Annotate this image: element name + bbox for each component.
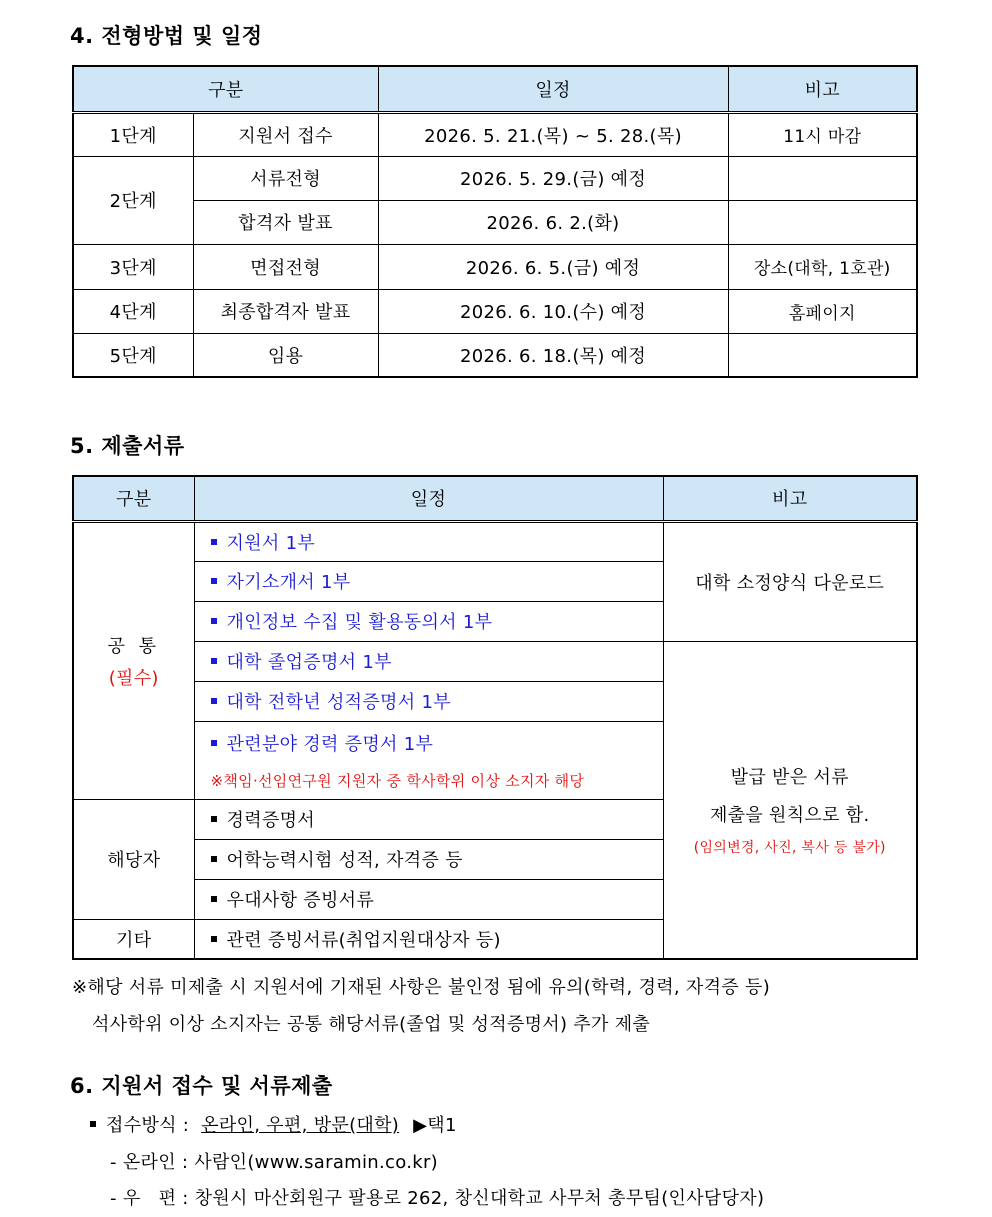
method-value: 온라인, 우편, 방문(대학) bbox=[201, 1115, 400, 1136]
section5-title: 5. 제출서류 bbox=[70, 434, 185, 458]
date-cell: 2026. 6. 5.(금) 예정 bbox=[378, 244, 728, 289]
document-item bbox=[194, 839, 663, 879]
item-text: 개인정보 수집 및 활용동의서 1부 bbox=[226, 612, 493, 633]
step-cell: 지원서 접수 bbox=[193, 112, 378, 156]
item-text: 관련분야 경력 증명서 1부 bbox=[226, 733, 434, 755]
schedule-row bbox=[73, 200, 917, 244]
date-cell: 2026. 6. 10.(수) 예정 bbox=[378, 289, 728, 333]
bullet-icon bbox=[211, 896, 217, 902]
section4-title: 4. 전형방법 및 일정 bbox=[70, 24, 263, 48]
bullet-icon bbox=[211, 618, 217, 624]
stage-cell: 3단계 bbox=[73, 244, 193, 289]
schedule-table bbox=[72, 65, 918, 378]
item-subnote: ※책임·선임연구원 지원자 중 학사학위 이상 소지자 해당 bbox=[210, 771, 585, 790]
category-applicable: 해당자 bbox=[73, 799, 194, 919]
section6-title: 6. 지원서 접수 및 서류제출 bbox=[70, 1074, 333, 1098]
item-text: 경력증명서 bbox=[226, 810, 315, 831]
note-download: 대학 소정양식 다운로드 bbox=[663, 521, 917, 641]
bullet-icon bbox=[211, 816, 217, 822]
item-text: 자기소개서 1부 bbox=[226, 572, 351, 593]
bullet-icon bbox=[211, 658, 217, 664]
documents-header-category: 구분 bbox=[73, 476, 194, 521]
document-item bbox=[194, 561, 663, 601]
document-item bbox=[194, 919, 663, 959]
bullet-icon bbox=[211, 578, 217, 584]
stage-cell: 1단계 bbox=[73, 112, 193, 156]
date-cell: 2026. 5. 29.(금) 예정 bbox=[378, 156, 728, 200]
footnote-line2: 석사학위 이상 소지자는 공통 해당서류(졸업 및 성적증명서) 추가 제출 bbox=[92, 1014, 651, 1035]
document-item bbox=[194, 879, 663, 919]
note-cell: 홈페이지 bbox=[728, 289, 917, 333]
step-cell: 임용 bbox=[193, 333, 378, 377]
schedule-header-row bbox=[73, 66, 917, 112]
stage-cell: 4단계 bbox=[73, 289, 193, 333]
documents-table bbox=[72, 475, 918, 960]
date-cell: 2026. 6. 18.(목) 예정 bbox=[378, 333, 728, 377]
document-item bbox=[194, 681, 663, 721]
method-select: ▶택1 bbox=[413, 1115, 457, 1136]
category-common bbox=[73, 521, 194, 799]
item-text: 대학 전학년 성적증명서 1부 bbox=[226, 692, 451, 713]
schedule-row bbox=[73, 244, 917, 289]
note-cell: 장소(대학, 1호관) bbox=[728, 244, 917, 289]
method-label: 접수방식 : bbox=[106, 1115, 190, 1136]
schedule-row bbox=[73, 156, 917, 200]
documents-header-row bbox=[73, 476, 917, 521]
schedule-header-note: 비고 bbox=[728, 66, 917, 112]
item-text: 어학능력시험 성적, 자격증 등 bbox=[226, 850, 463, 871]
date-cell: 2026. 6. 2.(화) bbox=[378, 200, 728, 244]
bullet-icon bbox=[211, 539, 217, 545]
schedule-header-date: 일정 bbox=[378, 66, 728, 112]
documents-header-items: 일정 bbox=[194, 476, 663, 521]
note-original-line3: (임의변경, 사진, 복사 등 불가) bbox=[693, 839, 886, 856]
item-text: 지원서 1부 bbox=[226, 532, 316, 554]
note-original bbox=[663, 641, 917, 959]
date-cell: 2026. 5. 21.(목) ~ 5. 28.(목) bbox=[378, 112, 728, 156]
schedule-row bbox=[73, 289, 917, 333]
category-other: 기타 bbox=[73, 919, 194, 959]
step-cell: 면접전형 bbox=[193, 244, 378, 289]
item-text: 관련 증빙서류(취업지원대상자 등) bbox=[226, 929, 501, 951]
document-item bbox=[194, 601, 663, 641]
schedule-header-category: 구분 bbox=[73, 66, 378, 112]
schedule-row bbox=[73, 112, 917, 156]
item-text: 대학 졸업증명서 1부 bbox=[226, 652, 392, 673]
document-row bbox=[73, 641, 917, 681]
stage-cell: 5단계 bbox=[73, 333, 193, 377]
post-line: - 우 편 : 창원시 마산회원구 팔용로 262, 창신대학교 사무처 총무팀(인사담당자) bbox=[110, 1188, 765, 1209]
footnote-line1: ※해당 서류 미제출 시 지원서에 기재된 사항은 불인정 됨에 유의(학력, 경력, 자격증 등) bbox=[72, 977, 771, 998]
common-label: 공 통 bbox=[107, 635, 160, 657]
document-item bbox=[194, 641, 663, 681]
step-cell: 합격자 발표 bbox=[193, 200, 378, 244]
documents-header-note: 비고 bbox=[663, 476, 917, 521]
note-cell bbox=[728, 156, 917, 200]
step-cell: 서류전형 bbox=[193, 156, 378, 200]
step-cell: 최종합격자 발표 bbox=[193, 289, 378, 333]
note-cell: 11시 마감 bbox=[728, 112, 917, 156]
note-original-line1: 발급 받은 서류 bbox=[730, 766, 849, 788]
note-original-line2: 제출을 원칙으로 함. bbox=[709, 804, 870, 826]
bullet-icon bbox=[211, 936, 217, 942]
bullet-icon bbox=[211, 856, 217, 862]
note-cell bbox=[728, 200, 917, 244]
common-required: (필수) bbox=[108, 667, 159, 689]
note-cell bbox=[728, 333, 917, 377]
method-line bbox=[90, 1111, 457, 1137]
item-text: 우대사항 증빙서류 bbox=[226, 890, 375, 911]
document-item bbox=[194, 721, 663, 799]
bullet-icon bbox=[211, 740, 217, 746]
bullet-icon bbox=[211, 698, 217, 704]
document-item bbox=[194, 799, 663, 839]
document-item bbox=[194, 521, 663, 561]
document-row bbox=[73, 521, 917, 561]
bullet-icon bbox=[90, 1121, 96, 1127]
schedule-row bbox=[73, 333, 917, 377]
online-line: - 온라인 : 사람인(www.saramin.co.kr) bbox=[110, 1152, 438, 1173]
stage-cell: 2단계 bbox=[73, 156, 193, 244]
